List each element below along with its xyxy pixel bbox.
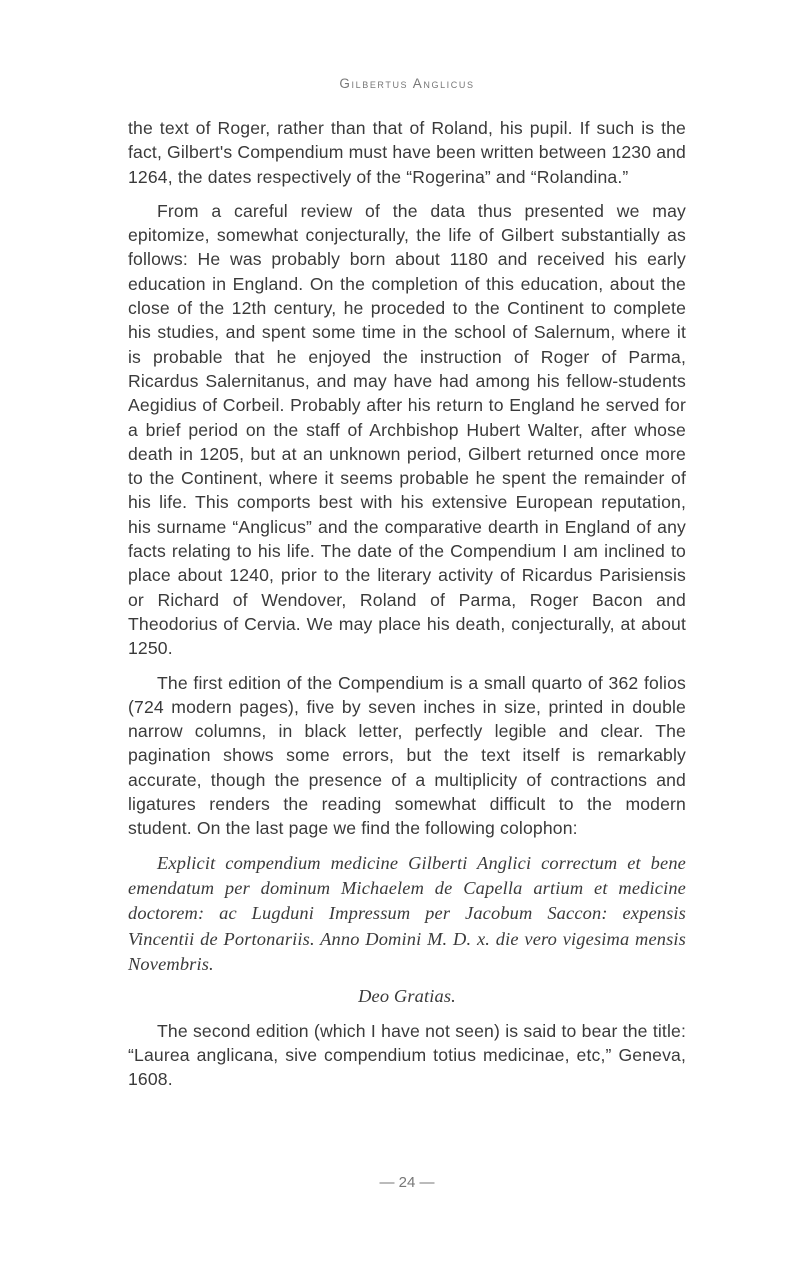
deo-gratias: Deo Gratias. bbox=[358, 985, 456, 1006]
page-number: — 24 — bbox=[379, 1174, 435, 1191]
running-head: Gilbertus Anglicus bbox=[339, 76, 475, 91]
paragraph-continuation: the text of Roger, rather than that of Roland, his pupil. If such is the fact, Gilbert's Compendium must have been written between 1230 and 1264, the dates respectively of the “Rogerina” and “Rolandina.” bbox=[128, 118, 686, 187]
body-text bbox=[128, 116, 686, 1092]
colophon-quote: Explicit compendium medicine Gilberti Anglici correctum et bene emendatum per dominum Michaelem de Capella artium et medicine doctorem: ac Lugduni Impressum per Jacobum Saccon: expensis Vincentii de Portonariis. Anno Domini M. D. x. die vero vigesima mensis Novembris. bbox=[128, 852, 686, 975]
paragraph-life-summary: From a careful review of the data thus presented we may epitomize, somewhat conjecturally, the life of Gilbert substantially as follows: He was probably born about 1180 and received his early education in England. On the completion of this education, about the close of the 12th century, he proceded to the Continent to complete his studies, and spent some time in the school of Salernum, where it is probable that he enjoyed the instruction of Roger of Parma, Ricardus Salernitanus, and may have had among his fellow-students Aegidius of Corbeil. Probably after his return to England he served for a brief period on the staff of Archbishop Hubert Walter, after whose death in 1205, but at an unknown period, Gilbert returned once more to the Continent, where it seems probable he spent the remainder of his life. This comports best with his extensive European reputation, his surname “Anglicus” and the comparative dearth in England of any facts relating to his life. The date of the Compendium I am inclined to place about 1240, prior to the literary activity of Ricardus Parisiensis or Richard of Wendover, Roland of Parma, Roger Bacon and Theodorius of Cervia. We may place his death, conjecturally, at about 1250. bbox=[128, 200, 686, 659]
paragraph-second-edition: The second edition (which I have not seen) is said to bear the title: “Laurea anglicana, sive compendium totius medicinae, etc,” Geneva, 1608. bbox=[128, 1020, 686, 1090]
paragraph-first-edition: The first edition of the Compendium is a small quarto of 362 folios (724 modern pages), five by seven inches in size, printed in double narrow columns, in black letter, perfectly legible and clear. The pagination shows some errors, but the text itself is remarkably accurate, though the presence of a multiplicity of contractions and ligatures renders the reading somewhat difficult to the modern student. On the last page we find the following colophon: bbox=[128, 672, 686, 839]
